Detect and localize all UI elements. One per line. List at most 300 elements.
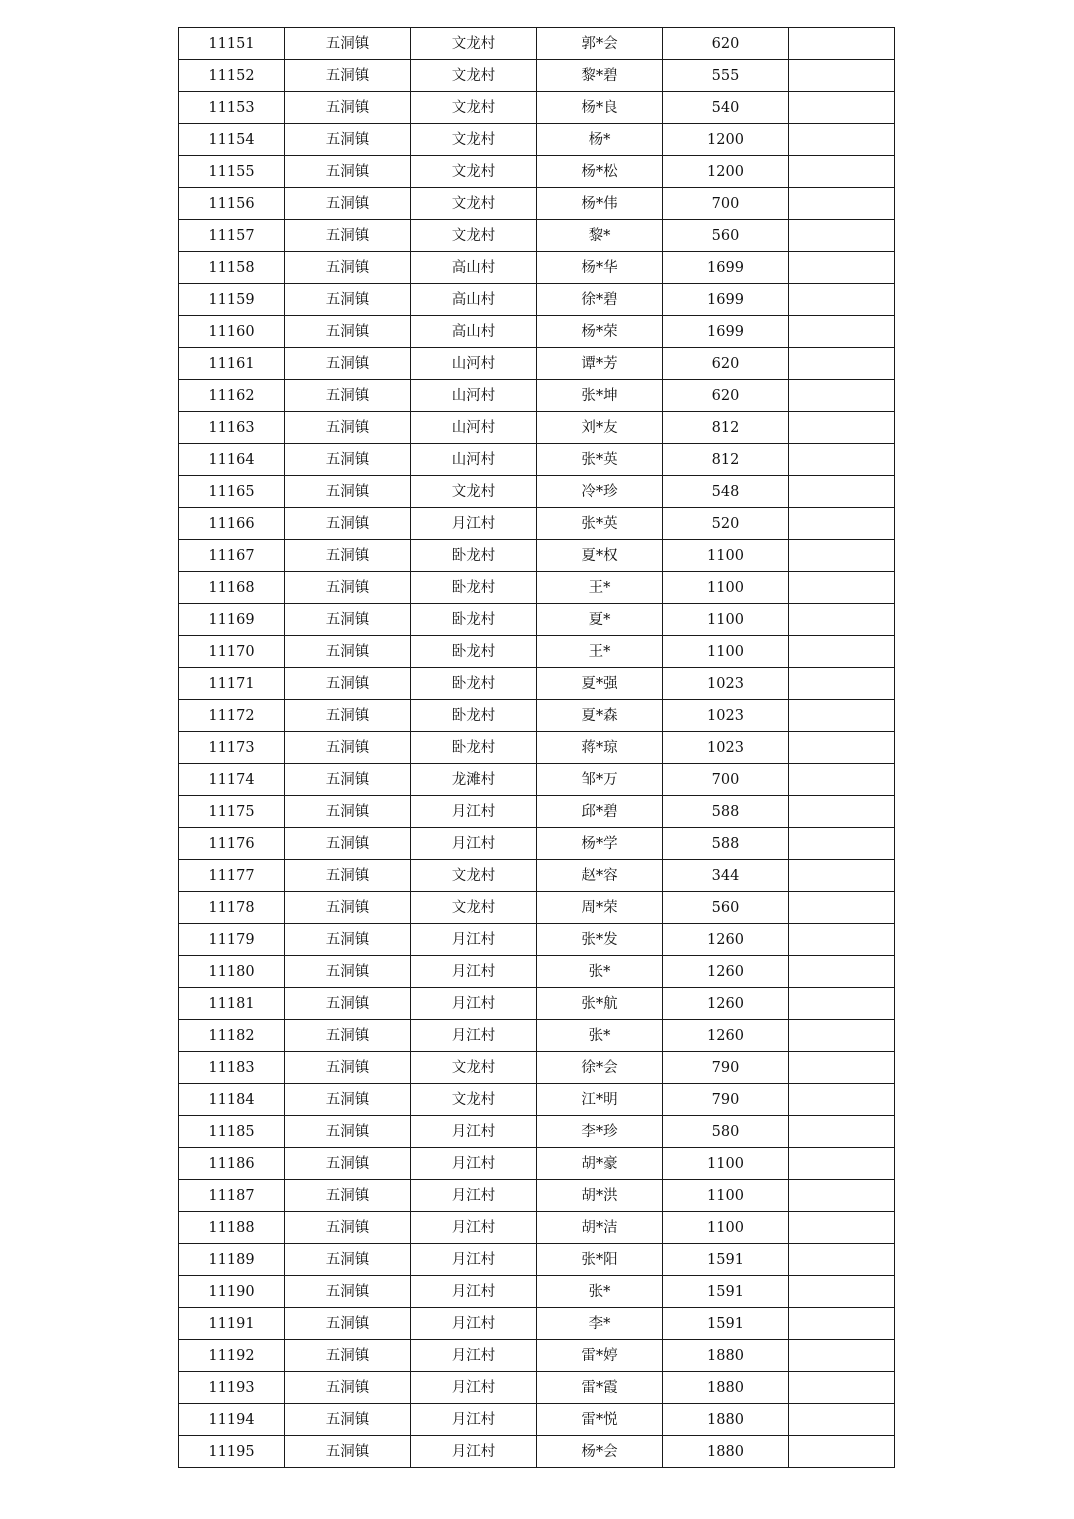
- amount-cell: 1100: [663, 1148, 789, 1180]
- note-cell: [789, 636, 895, 668]
- table-row: [179, 956, 895, 988]
- table-row: [179, 796, 895, 828]
- name-cell: 刘*友: [537, 412, 663, 444]
- village-cell: 月江村: [411, 1212, 537, 1244]
- village-cell: 月江村: [411, 1020, 537, 1052]
- village-cell: 月江村: [411, 1148, 537, 1180]
- name-cell: 杨*: [537, 124, 663, 156]
- amount-cell: 700: [663, 764, 789, 796]
- note-cell: [789, 1372, 895, 1404]
- table-row: [179, 284, 895, 316]
- village-cell: 卧龙村: [411, 636, 537, 668]
- town-cell: 五洞镇: [285, 476, 411, 508]
- row-id-cell: 11151: [179, 28, 285, 60]
- row-id-cell: 11152: [179, 60, 285, 92]
- name-cell: 张*: [537, 1020, 663, 1052]
- note-cell: [789, 476, 895, 508]
- table-row: [179, 764, 895, 796]
- note-cell: [789, 380, 895, 412]
- table-row: [179, 540, 895, 572]
- village-cell: 山河村: [411, 380, 537, 412]
- village-cell: 月江村: [411, 1436, 537, 1468]
- village-cell: 文龙村: [411, 860, 537, 892]
- row-id-cell: 11177: [179, 860, 285, 892]
- name-cell: 张*阳: [537, 1244, 663, 1276]
- note-cell: [789, 60, 895, 92]
- name-cell: 江*明: [537, 1084, 663, 1116]
- village-cell: 月江村: [411, 508, 537, 540]
- village-cell: 文龙村: [411, 124, 537, 156]
- amount-cell: 1880: [663, 1340, 789, 1372]
- row-id-cell: 11171: [179, 668, 285, 700]
- note-cell: [789, 28, 895, 60]
- row-id-cell: 11167: [179, 540, 285, 572]
- table-row: [179, 1020, 895, 1052]
- amount-cell: 555: [663, 60, 789, 92]
- row-id-cell: 11156: [179, 188, 285, 220]
- note-cell: [789, 572, 895, 604]
- note-cell: [789, 92, 895, 124]
- name-cell: 黎*: [537, 220, 663, 252]
- row-id-cell: 11166: [179, 508, 285, 540]
- table-row: [179, 1052, 895, 1084]
- table-row: [179, 700, 895, 732]
- note-cell: [789, 1340, 895, 1372]
- note-cell: [789, 284, 895, 316]
- town-cell: 五洞镇: [285, 380, 411, 412]
- name-cell: 雷*婷: [537, 1340, 663, 1372]
- table-row: [179, 444, 895, 476]
- town-cell: 五洞镇: [285, 988, 411, 1020]
- town-cell: 五洞镇: [285, 60, 411, 92]
- data-table: [178, 27, 895, 1468]
- table-row: [179, 572, 895, 604]
- town-cell: 五洞镇: [285, 1276, 411, 1308]
- name-cell: 杨*会: [537, 1436, 663, 1468]
- town-cell: 五洞镇: [285, 604, 411, 636]
- village-cell: 龙滩村: [411, 764, 537, 796]
- village-cell: 卧龙村: [411, 572, 537, 604]
- name-cell: 赵*容: [537, 860, 663, 892]
- village-cell: 月江村: [411, 1276, 537, 1308]
- town-cell: 五洞镇: [285, 1212, 411, 1244]
- amount-cell: 1100: [663, 572, 789, 604]
- town-cell: 五洞镇: [285, 1084, 411, 1116]
- town-cell: 五洞镇: [285, 924, 411, 956]
- table-row: [179, 924, 895, 956]
- amount-cell: 1591: [663, 1308, 789, 1340]
- village-cell: 文龙村: [411, 220, 537, 252]
- amount-cell: 560: [663, 892, 789, 924]
- table-row: [179, 636, 895, 668]
- town-cell: 五洞镇: [285, 1244, 411, 1276]
- note-cell: [789, 1244, 895, 1276]
- table-row: [179, 1340, 895, 1372]
- name-cell: 杨*松: [537, 156, 663, 188]
- town-cell: 五洞镇: [285, 28, 411, 60]
- town-cell: 五洞镇: [285, 636, 411, 668]
- amount-cell: 1100: [663, 1212, 789, 1244]
- amount-cell: 1023: [663, 668, 789, 700]
- table-row: [179, 988, 895, 1020]
- table-row: [179, 1404, 895, 1436]
- name-cell: 张*坤: [537, 380, 663, 412]
- amount-cell: 580: [663, 1116, 789, 1148]
- village-cell: 山河村: [411, 444, 537, 476]
- table-row: [179, 1116, 895, 1148]
- note-cell: [789, 604, 895, 636]
- village-cell: 高山村: [411, 284, 537, 316]
- note-cell: [789, 924, 895, 956]
- note-cell: [789, 700, 895, 732]
- note-cell: [789, 412, 895, 444]
- table-row: [179, 1276, 895, 1308]
- town-cell: 五洞镇: [285, 1020, 411, 1052]
- amount-cell: 1260: [663, 988, 789, 1020]
- row-id-cell: 11163: [179, 412, 285, 444]
- table-row: [179, 316, 895, 348]
- row-id-cell: 11190: [179, 1276, 285, 1308]
- note-cell: [789, 1148, 895, 1180]
- name-cell: 雷*霞: [537, 1372, 663, 1404]
- table-row: [179, 476, 895, 508]
- note-cell: [789, 892, 895, 924]
- row-id-cell: 11185: [179, 1116, 285, 1148]
- village-cell: 月江村: [411, 1404, 537, 1436]
- village-cell: 文龙村: [411, 188, 537, 220]
- table-row: [179, 348, 895, 380]
- amount-cell: 1260: [663, 1020, 789, 1052]
- town-cell: 五洞镇: [285, 348, 411, 380]
- note-cell: [789, 1212, 895, 1244]
- amount-cell: 1699: [663, 252, 789, 284]
- row-id-cell: 11184: [179, 1084, 285, 1116]
- row-id-cell: 11155: [179, 156, 285, 188]
- name-cell: 张*: [537, 956, 663, 988]
- row-id-cell: 11170: [179, 636, 285, 668]
- table-row: [179, 220, 895, 252]
- row-id-cell: 11174: [179, 764, 285, 796]
- town-cell: 五洞镇: [285, 1148, 411, 1180]
- note-cell: [789, 508, 895, 540]
- town-cell: 五洞镇: [285, 412, 411, 444]
- row-id-cell: 11165: [179, 476, 285, 508]
- amount-cell: 1591: [663, 1244, 789, 1276]
- row-id-cell: 11153: [179, 92, 285, 124]
- amount-cell: 700: [663, 188, 789, 220]
- amount-cell: 560: [663, 220, 789, 252]
- amount-cell: 812: [663, 412, 789, 444]
- town-cell: 五洞镇: [285, 1052, 411, 1084]
- row-id-cell: 11168: [179, 572, 285, 604]
- town-cell: 五洞镇: [285, 700, 411, 732]
- village-cell: 卧龙村: [411, 540, 537, 572]
- note-cell: [789, 1404, 895, 1436]
- village-cell: 文龙村: [411, 1052, 537, 1084]
- amount-cell: 1699: [663, 316, 789, 348]
- village-cell: 月江村: [411, 1244, 537, 1276]
- name-cell: 郭*会: [537, 28, 663, 60]
- row-id-cell: 11180: [179, 956, 285, 988]
- town-cell: 五洞镇: [285, 828, 411, 860]
- village-cell: 文龙村: [411, 60, 537, 92]
- table-row: [179, 252, 895, 284]
- name-cell: 徐*会: [537, 1052, 663, 1084]
- town-cell: 五洞镇: [285, 1436, 411, 1468]
- name-cell: 胡*洪: [537, 1180, 663, 1212]
- table-row: [179, 1244, 895, 1276]
- note-cell: [789, 348, 895, 380]
- amount-cell: 1699: [663, 284, 789, 316]
- name-cell: 邱*碧: [537, 796, 663, 828]
- name-cell: 王*: [537, 572, 663, 604]
- village-cell: 卧龙村: [411, 604, 537, 636]
- village-cell: 山河村: [411, 412, 537, 444]
- name-cell: 杨*伟: [537, 188, 663, 220]
- table-row: [179, 604, 895, 636]
- town-cell: 五洞镇: [285, 1404, 411, 1436]
- name-cell: 谭*芳: [537, 348, 663, 380]
- row-id-cell: 11186: [179, 1148, 285, 1180]
- table-row: [179, 732, 895, 764]
- town-cell: 五洞镇: [285, 220, 411, 252]
- village-cell: 卧龙村: [411, 700, 537, 732]
- village-cell: 月江村: [411, 1116, 537, 1148]
- row-id-cell: 11169: [179, 604, 285, 636]
- row-id-cell: 11160: [179, 316, 285, 348]
- name-cell: 周*荣: [537, 892, 663, 924]
- town-cell: 五洞镇: [285, 732, 411, 764]
- village-cell: 月江村: [411, 1308, 537, 1340]
- name-cell: 夏*强: [537, 668, 663, 700]
- row-id-cell: 11172: [179, 700, 285, 732]
- amount-cell: 620: [663, 28, 789, 60]
- village-cell: 月江村: [411, 924, 537, 956]
- town-cell: 五洞镇: [285, 444, 411, 476]
- amount-cell: 588: [663, 828, 789, 860]
- note-cell: [789, 252, 895, 284]
- note-cell: [789, 764, 895, 796]
- note-cell: [789, 1308, 895, 1340]
- name-cell: 张*航: [537, 988, 663, 1020]
- name-cell: 张*发: [537, 924, 663, 956]
- town-cell: 五洞镇: [285, 796, 411, 828]
- amount-cell: 1100: [663, 540, 789, 572]
- note-cell: [789, 1436, 895, 1468]
- note-cell: [789, 540, 895, 572]
- row-id-cell: 11154: [179, 124, 285, 156]
- note-cell: [789, 828, 895, 860]
- note-cell: [789, 1084, 895, 1116]
- town-cell: 五洞镇: [285, 252, 411, 284]
- note-cell: [789, 796, 895, 828]
- amount-cell: 1100: [663, 1180, 789, 1212]
- amount-cell: 1880: [663, 1436, 789, 1468]
- note-cell: [789, 156, 895, 188]
- table-row: [179, 1084, 895, 1116]
- row-id-cell: 11173: [179, 732, 285, 764]
- name-cell: 王*: [537, 636, 663, 668]
- row-id-cell: 11189: [179, 1244, 285, 1276]
- table-row: [179, 156, 895, 188]
- row-id-cell: 11176: [179, 828, 285, 860]
- row-id-cell: 11183: [179, 1052, 285, 1084]
- row-id-cell: 11188: [179, 1212, 285, 1244]
- town-cell: 五洞镇: [285, 572, 411, 604]
- town-cell: 五洞镇: [285, 316, 411, 348]
- table-row: [179, 188, 895, 220]
- name-cell: 冷*珍: [537, 476, 663, 508]
- row-id-cell: 11162: [179, 380, 285, 412]
- name-cell: 夏*森: [537, 700, 663, 732]
- village-cell: 文龙村: [411, 156, 537, 188]
- table-row: [179, 380, 895, 412]
- name-cell: 李*: [537, 1308, 663, 1340]
- village-cell: 文龙村: [411, 892, 537, 924]
- town-cell: 五洞镇: [285, 540, 411, 572]
- row-id-cell: 11193: [179, 1372, 285, 1404]
- town-cell: 五洞镇: [285, 1180, 411, 1212]
- town-cell: 五洞镇: [285, 956, 411, 988]
- row-id-cell: 11179: [179, 924, 285, 956]
- village-cell: 月江村: [411, 1340, 537, 1372]
- village-cell: 文龙村: [411, 1084, 537, 1116]
- table-row: [179, 1148, 895, 1180]
- row-id-cell: 11191: [179, 1308, 285, 1340]
- town-cell: 五洞镇: [285, 860, 411, 892]
- note-cell: [789, 860, 895, 892]
- amount-cell: 620: [663, 348, 789, 380]
- town-cell: 五洞镇: [285, 1116, 411, 1148]
- town-cell: 五洞镇: [285, 892, 411, 924]
- note-cell: [789, 444, 895, 476]
- village-cell: 文龙村: [411, 28, 537, 60]
- amount-cell: 1260: [663, 924, 789, 956]
- town-cell: 五洞镇: [285, 156, 411, 188]
- note-cell: [789, 316, 895, 348]
- note-cell: [789, 124, 895, 156]
- table-row: [179, 1308, 895, 1340]
- town-cell: 五洞镇: [285, 284, 411, 316]
- amount-cell: 1260: [663, 956, 789, 988]
- row-id-cell: 11195: [179, 1436, 285, 1468]
- row-id-cell: 11192: [179, 1340, 285, 1372]
- town-cell: 五洞镇: [285, 668, 411, 700]
- table-body: [179, 28, 895, 1468]
- note-cell: [789, 1116, 895, 1148]
- name-cell: 张*英: [537, 444, 663, 476]
- table-row: [179, 92, 895, 124]
- note-cell: [789, 1052, 895, 1084]
- table-row: [179, 1180, 895, 1212]
- table-row: [179, 508, 895, 540]
- amount-cell: 1100: [663, 604, 789, 636]
- town-cell: 五洞镇: [285, 508, 411, 540]
- name-cell: 张*: [537, 1276, 663, 1308]
- name-cell: 蒋*琼: [537, 732, 663, 764]
- note-cell: [789, 188, 895, 220]
- note-cell: [789, 668, 895, 700]
- table-row: [179, 668, 895, 700]
- row-id-cell: 11182: [179, 1020, 285, 1052]
- row-id-cell: 11194: [179, 1404, 285, 1436]
- row-id-cell: 11161: [179, 348, 285, 380]
- name-cell: 胡*豪: [537, 1148, 663, 1180]
- village-cell: 卧龙村: [411, 732, 537, 764]
- amount-cell: 1591: [663, 1276, 789, 1308]
- name-cell: 张*英: [537, 508, 663, 540]
- table-row: [179, 124, 895, 156]
- village-cell: 文龙村: [411, 476, 537, 508]
- row-id-cell: 11157: [179, 220, 285, 252]
- name-cell: 徐*碧: [537, 284, 663, 316]
- amount-cell: 812: [663, 444, 789, 476]
- name-cell: 夏*: [537, 604, 663, 636]
- note-cell: [789, 956, 895, 988]
- village-cell: 高山村: [411, 316, 537, 348]
- village-cell: 山河村: [411, 348, 537, 380]
- village-cell: 月江村: [411, 828, 537, 860]
- town-cell: 五洞镇: [285, 188, 411, 220]
- table-row: [179, 860, 895, 892]
- name-cell: 杨*荣: [537, 316, 663, 348]
- amount-cell: 620: [663, 380, 789, 412]
- village-cell: 文龙村: [411, 92, 537, 124]
- name-cell: 杨*华: [537, 252, 663, 284]
- village-cell: 月江村: [411, 1180, 537, 1212]
- amount-cell: 520: [663, 508, 789, 540]
- table-row: [179, 1372, 895, 1404]
- amount-cell: 540: [663, 92, 789, 124]
- row-id-cell: 11178: [179, 892, 285, 924]
- amount-cell: 1100: [663, 636, 789, 668]
- amount-cell: 790: [663, 1084, 789, 1116]
- amount-cell: 588: [663, 796, 789, 828]
- amount-cell: 790: [663, 1052, 789, 1084]
- table-row: [179, 1436, 895, 1468]
- note-cell: [789, 732, 895, 764]
- amount-cell: 1023: [663, 732, 789, 764]
- table-row: [179, 1212, 895, 1244]
- name-cell: 李*珍: [537, 1116, 663, 1148]
- village-cell: 月江村: [411, 1372, 537, 1404]
- table-row: [179, 28, 895, 60]
- town-cell: 五洞镇: [285, 124, 411, 156]
- row-id-cell: 11158: [179, 252, 285, 284]
- name-cell: 杨*学: [537, 828, 663, 860]
- note-cell: [789, 988, 895, 1020]
- name-cell: 杨*良: [537, 92, 663, 124]
- note-cell: [789, 1276, 895, 1308]
- amount-cell: 1200: [663, 124, 789, 156]
- name-cell: 邹*万: [537, 764, 663, 796]
- village-cell: 卧龙村: [411, 668, 537, 700]
- town-cell: 五洞镇: [285, 1308, 411, 1340]
- amount-cell: 1880: [663, 1404, 789, 1436]
- amount-cell: 1023: [663, 700, 789, 732]
- village-cell: 月江村: [411, 956, 537, 988]
- amount-cell: 1880: [663, 1372, 789, 1404]
- row-id-cell: 11187: [179, 1180, 285, 1212]
- row-id-cell: 11164: [179, 444, 285, 476]
- row-id-cell: 11175: [179, 796, 285, 828]
- row-id-cell: 11159: [179, 284, 285, 316]
- table-row: [179, 412, 895, 444]
- note-cell: [789, 1020, 895, 1052]
- table-row: [179, 60, 895, 92]
- table-row: [179, 828, 895, 860]
- amount-cell: 344: [663, 860, 789, 892]
